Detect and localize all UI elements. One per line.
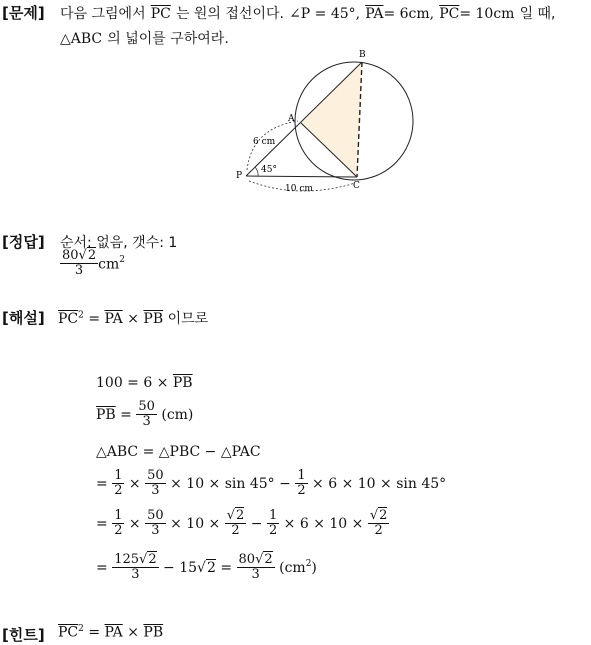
solution-text: 이므로 [167,311,209,327]
eq: = [96,475,113,492]
segment-pa: $\overline{PA}$ [104,311,123,327]
num: 50 [147,508,164,523]
segment-pc: $\overline{PC}$ [439,6,460,22]
step-text: 100 = 6 × [96,375,173,391]
solution-step-6: = $\frac{125√2}{3}$ − 15√2 = $\frac{80√2}{3}$ $(cm^2)$ [96,552,317,583]
segment-pa: $\overline{PA}$ [365,6,384,22]
fraction [112,469,124,499]
root: 2 [236,508,245,523]
solution-step-2 [96,400,193,430]
point-b-label: B [359,50,366,60]
answer-unit: cm [98,256,120,273]
solution-step-3: △ABC = △PBC − △PAC [96,444,261,460]
answer-tag: [정답] [2,233,45,251]
den: 3 [151,523,160,539]
unit: (cm) [156,406,194,423]
point-p-label: P [236,171,243,181]
segment-pc: $\overline{PC}$ [150,6,171,22]
segment-pc: $\overline{PC}$ [58,311,79,327]
root: 2 [379,508,388,523]
den: 2 [114,483,123,499]
exp: 2 [305,559,312,570]
eq: = [215,559,237,576]
den: 2 [231,523,240,539]
exp: 2 [78,310,84,321]
tangent-pc [246,176,357,177]
num: 1 [114,468,123,483]
num: 50 [138,399,155,414]
hint-tag: [힌트] [2,626,45,644]
root: 2 [148,552,157,567]
step-text: × 10 × [165,515,225,532]
num: 125 [114,552,140,567]
den: 3 [142,414,151,430]
den: 3 [131,567,140,583]
segment-pb: $\overline{PB}$ [143,624,164,641]
exp: 2 [78,624,84,634]
solution-step-4: = $\frac{1}{2}$ × $\frac{50}{3}$ × 10 × sin 45° − $\frac{1}{2}$ × 6 × 10 × sin 45° [96,468,447,499]
fraction: $\frac{√2}{2}$ [226,508,245,539]
problem-text: 는 원의 접선이다. [175,6,284,22]
root: 2 [206,559,216,576]
num: 1 [114,508,123,523]
point-a-label: A [288,114,295,124]
num: 1 [268,508,278,523]
answer-fraction: $\frac{80√2}{3}$ [62,248,97,279]
point-c-label: C [353,181,360,191]
den: 3 [251,567,260,583]
geometry-figure [0,0,591,200]
times: × [122,311,144,327]
den: 2 [114,523,123,539]
minus: − [246,515,267,532]
eq: = [115,406,137,423]
num: 80 [238,552,256,567]
answer-root: 2 [87,248,97,263]
eq: = [96,515,113,532]
problem-text: 일 때, [519,6,556,22]
step-text: × 6 × 10 × [279,515,368,532]
problem-text: 다음 그림에서 [60,6,146,22]
den: 2 [374,523,383,539]
step-text: × 10 × sin 45° − [165,475,296,492]
num: 50 [147,468,164,483]
angle-p-arc [255,167,258,176]
times: × [122,624,144,641]
angle-p-label: 45° [261,165,277,175]
answer-meta: 순서: 없음, 갯수: 1 [60,235,178,251]
eq: = [83,311,105,327]
eq: = [83,624,105,641]
answer-num: 80 [62,248,79,263]
problem-text: 의 넓이를 구하여라. [107,31,229,47]
step-text: − 15 [158,559,198,576]
eq: = [96,559,113,576]
fraction [267,509,279,539]
hint-formula [58,624,163,641]
den: 3 [151,483,160,499]
segment-pb: $\overline{PB}$ [172,375,193,391]
triangle-abc: △ABC [60,31,103,47]
fraction: $\frac{80√2}{3}$ [238,552,273,583]
den: 2 [268,523,278,539]
answer-value [60,249,125,279]
fraction [295,469,307,499]
segment-pa: $\overline{PA}$ [104,624,123,641]
num: 1 [297,468,306,483]
fraction: $\frac{√2}{2}$ [369,508,388,539]
fraction [145,509,166,539]
segment-pc: $\overline{PC}$ [58,624,79,641]
fraction [112,509,124,539]
solution-tag: [해설] [2,309,45,327]
solution-step-1 [96,375,193,391]
pc-value: = 10cm [459,6,515,22]
fraction [136,400,157,430]
segment-pb: $\overline{PB}$ [96,406,116,423]
fraction [145,469,166,499]
pa-value: = 6cm, [383,6,435,22]
segment-pb: $\overline{PB}$ [143,311,164,327]
solution-step-5: = $\frac{1}{2}$ × $\frac{50}{3}$ × 10 × $\frac{√2}{2}$ − $\frac{1}{2}$ × 6 × 10 × $\frac{√2}{2}$ [96,508,388,539]
length-pc-label: 10 cm [285,184,313,194]
unit: (cm [274,559,306,576]
root: 2 [264,552,273,567]
paren: ) [311,559,317,576]
answer-den: 3 [74,263,84,279]
problem-tag: [문제] [2,4,45,22]
angle-p-text: ∠P = 45°, [289,6,361,22]
length-pa-label: 6 cm [253,137,276,147]
den: 2 [297,483,306,499]
fraction: $\frac{125√2}{3}$ [114,552,157,583]
answer-unit-exp: 2 [119,254,125,265]
step-text: × 6 × 10 × sin 45° [307,475,447,492]
solution-header [58,308,208,328]
